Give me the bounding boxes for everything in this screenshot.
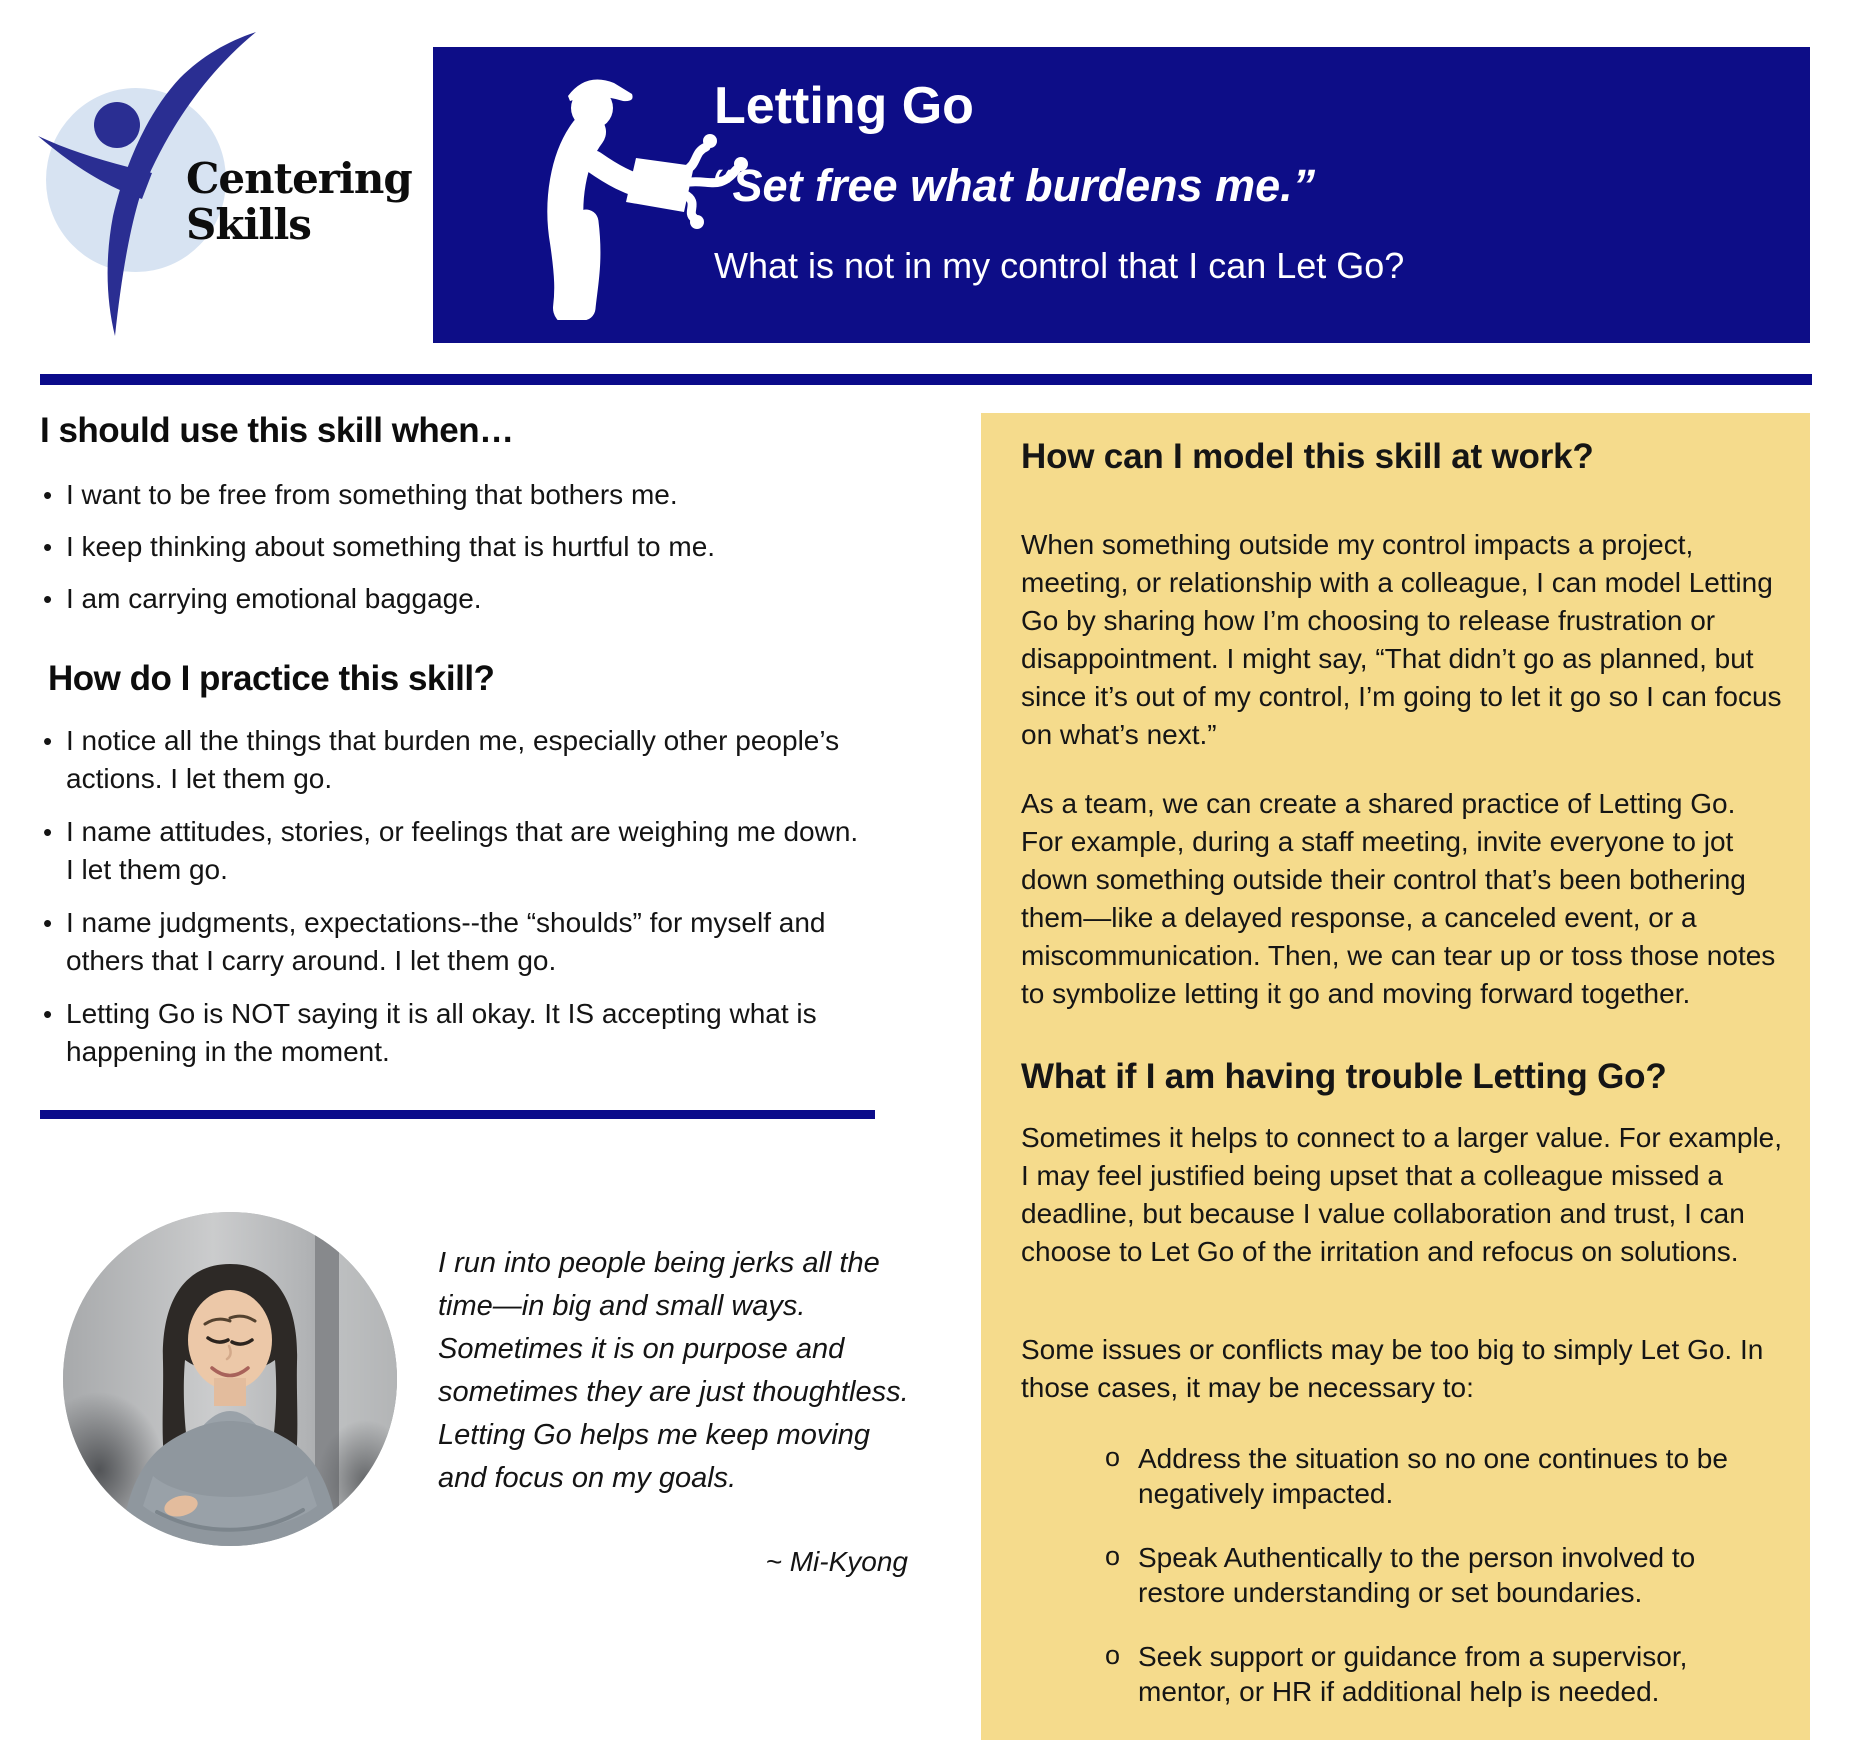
work-callout [981, 413, 1810, 1740]
practice-heading: How do I practice this skill? [48, 659, 495, 698]
list-item [1105, 1441, 1777, 1511]
page-title: Letting Go [714, 77, 974, 135]
model-heading: How can I model this skill at work? [1021, 437, 1594, 476]
testimonial-attribution: ~ Mi-Kyong [765, 1546, 908, 1577]
model-paragraph: When something outside my control impacts a project, meeting, or relationship with a colleague, I can model Letting Go by sharing how I’m choosing to release frustration or disappointment. I might say, “That didn’t go as planned, but since it’s out of my control, I’m going to let it go so I can focus on what’s next.” [1021, 529, 1782, 750]
testimonial-quote: I run into people being jerks all the time—in big and small ways. Sometimes it is on purpose and sometimes they are just thoughtless. Letting Go helps me keep moving and focus on my goals. [438, 1247, 909, 1494]
logo-line2: Skills [186, 200, 311, 249]
list-item [40, 722, 864, 798]
logo-wordmark [186, 156, 426, 248]
list-item [1105, 1540, 1777, 1610]
woman-portrait-photo [63, 1212, 397, 1546]
list-item-text: I name judgments, expectations--the “shoulds” for myself and others that I carry around. I let them go. [66, 907, 826, 976]
trouble-list [1105, 1441, 1777, 1738]
list-item [40, 476, 860, 514]
logo-line1: Centering [186, 154, 412, 203]
model-paragraph: As a team, we can create a shared practice of Letting Go. For example, during a staff meeting, invite everyone to jot down something outside their control that’s been bothering them—like a delayed response, a canceled event, or a miscommunication. Then, we can tear up or toss those notes to symbolize letting it go and moving forward together. [1021, 788, 1776, 1009]
list-item [40, 813, 864, 889]
banner-question: What is not in my control that I can Let Go? [714, 245, 1405, 286]
list-item [40, 528, 860, 566]
list-item-text: I notice all the things that burden me, especially other people’s actions. I let them go. [66, 725, 840, 794]
list-item-text: I want to be free from something that bothers me. [66, 479, 678, 510]
list-item-text: I keep thinking about something that is hurtful to me. [66, 531, 716, 562]
list-item-text: Letting Go is NOT saying it is all okay. It IS accepting what is happening in the moment. [66, 998, 817, 1067]
trouble-paragraph: Sometimes it helps to connect to a larger value. For example, I may feel justified being upset that a colleague missed a deadline, but because I value collaboration and trust, I can choose to Let Go of the irritation and refocus on solutions. [1021, 1122, 1783, 1267]
list-item [40, 904, 864, 980]
list-item [40, 995, 864, 1071]
list-item-text: I am carrying emotional baggage. [66, 583, 482, 614]
testimonial-divider [40, 1110, 875, 1119]
trouble-heading: What if I am having trouble Letting Go? [1021, 1057, 1667, 1096]
list-item [1105, 1639, 1777, 1709]
practice-list [40, 722, 864, 1086]
list-item-text: Seek support or guidance from a supervisor, mentor, or HR if additional help is needed. [1138, 1641, 1688, 1707]
list-item [40, 580, 860, 618]
list-item-text: Speak Authentically to the person involved to restore understanding or set boundaries. [1138, 1542, 1696, 1608]
when-list [40, 476, 860, 632]
when-heading: I should use this skill when… [40, 411, 514, 450]
list-item-text: Address the situation so no one continues to be negatively impacted. [1138, 1443, 1728, 1509]
list-item-text: I name attitudes, stories, or feelings that are weighing me down. I let them go. [66, 816, 859, 885]
trouble-paragraph: Some issues or conflicts may be too big to simply Let Go. In those cases, it may be necessary to: [1021, 1334, 1764, 1403]
banner-tagline: “Set free what burdens me.” [710, 160, 1316, 211]
section-divider [40, 374, 1812, 385]
